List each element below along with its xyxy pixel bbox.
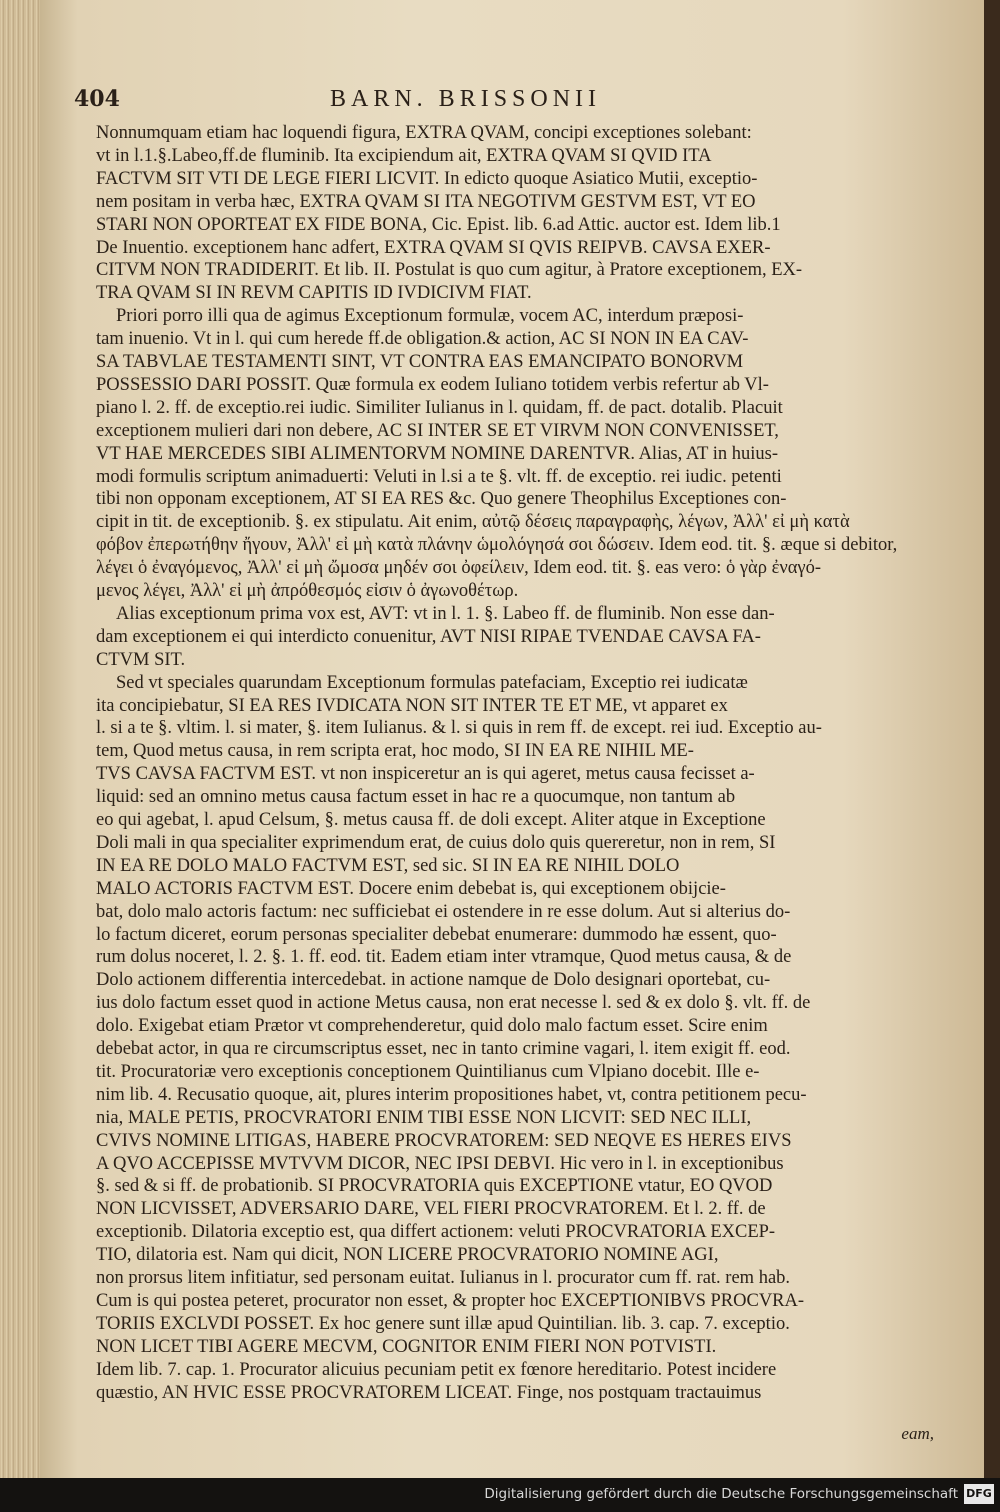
text-line: FACTVM SIT VTI DE LEGE FIERI LICVIT. In edicto quoque Asiatico Mutii, exceptio- (96, 168, 758, 189)
page (40, 0, 984, 1478)
text-line: vt in l.1.§.Labeo,ff.de fluminib. Ita excipiendum ait, EXTRA QVAM SI QVID ITA (96, 145, 712, 166)
text-line: ius dolo factum esset quod in actione Metus causa, non erat necesse l. sed & ex dolo §. vlt. ff. de (96, 993, 811, 1014)
text-line: TVS CAVSA FACTVM EST. vt non inspiceretur an is qui ageret, metus causa fecisset a- (96, 764, 755, 785)
text-line: cipit in tit. de exceptionib. §. ex stipulatu. Ait enim, αὐτῷ δέσεις παραγραφὴς, λέγων, Ἀλλ' εἰ μὴ κατὰ (96, 512, 850, 533)
text-line: piano l. 2. ff. de exceptio.rei iudic. Similiter Iulianus in l. quidam, ff. de pact. dotalib. Placuit (96, 397, 783, 418)
dfg-logo: DFG (964, 1484, 994, 1504)
running-head: BARN. BRISSONII (330, 86, 602, 112)
text-line: nia, MALE PETIS, PROCVRATORI ENIM TIBI ESSE NON LICVIT: SED NEC ILLI, (96, 1107, 752, 1128)
text-line: tem, Quod metus causa, in rem scripta erat, hoc modo, SI IN EA RE NIHIL ME- (96, 741, 694, 762)
text-line: tibi non opponam exceptionem, AT SI EA RES &c. Quo genere Theophilus Exceptiones con- (96, 489, 787, 510)
text-line: TORIIS EXCLVDI POSSET. Ex hoc genere sunt illæ apud Quintilian. lib. 3. cap. 7. exceptio. (96, 1313, 790, 1334)
text-line: TIO, dilatoria est. Nam qui dicit, NON LICERE PROCVRATORIO NOMINE AGI, (96, 1245, 719, 1266)
text-line: §. sed & si ff. de probationib. SI PROCVRATORIA quis EXCEPTIONE vtatur, EO QVOD (96, 1176, 773, 1197)
text-line: CITVM NON TRADIDERIT. Et lib. II. Postulat is quo cum agitur, à Pratore exceptionem, EX- (96, 260, 803, 281)
text-line: ita concipiebatur, SI EA RES IVDICATA NON SIT INTER TE ET ME, vt apparet ex (96, 695, 728, 716)
text-line: λέγει ὁ ἐναγόμενος, Ἀλλ' εἰ μὴ ὤμοσα μηδέν σοι ὀφείλειν, Idem eod. tit. §. eas vero: ὁ γὰρ ἐναγό- (96, 558, 822, 579)
text-line: STARI NON OPORTEAT EX FIDE BONA, Cic. Epist. lib. 6.ad Attic. auctor est. Idem lib.1 (96, 214, 781, 235)
catchword: eam, (901, 1424, 934, 1443)
page-edges (0, 0, 44, 1478)
text-line: Sed vt speciales quarundam Exceptionum formulas patefaciam, Exceptio rei iudicatæ (116, 672, 748, 693)
text-line: A QVO ACCEPISSE MVTVVM DICOR, NEC IPSI DEBVI. Hic vero in l. in exceptionibus (96, 1153, 784, 1174)
text-line: tit. Procuratoriæ vero exceptionis conceptionem Quintilianus cum Vlpiano docebit. Ille e- (96, 1061, 760, 1082)
text-line: nim lib. 4. Recusatio quoque, ait, plures interim propositiones habet, vt, contra petitionem pecu- (96, 1084, 807, 1105)
text-line: Idem lib. 7. cap. 1. Procurator alicuius pecuniam petit ex fœnore hereditario. Potest incidere (96, 1359, 777, 1380)
text-line: MALO ACTORIS FACTVM EST. Docere enim debebat is, qui exceptionem obijcie- (96, 878, 726, 899)
text-line: Alias exceptionum prima vox est, AVT: vt in l. 1. §. Labeo ff. de fluminib. Non esse dan- (116, 603, 775, 624)
text-line: Doli mali in qua specialiter exprimendum erat, de cuius dolo quis quereretur, non in rem, SI (96, 832, 776, 853)
text-line: VT HAE MERCEDES SIBI ALIMENTORVM NOMINE DARENTVR. Alias, AT in huius- (96, 443, 779, 464)
text-line: lo factum diceret, eorum personas specialiter debebat enumerare: dummodo hæ essent, quo- (96, 924, 777, 945)
text-line: IN EA RE DOLO MALO FACTVM EST, sed sic. SI IN EA RE NIHIL DOLO (96, 855, 680, 876)
text-line: nem positam in verba hæc, EXTRA QVAM SI ITA NEGOTIVM GESTVM EST, VT EO (96, 191, 756, 212)
text-line: Nonnumquam etiam hac loquendi figura, EXTRA QVAM, concipi exceptiones solebant: (96, 123, 752, 143)
text-line: rum dolus noceret, l. 2. §. 1. ff. eod. tit. Eadem etiam inter vtramque, Quod metus causa, & de (96, 947, 792, 968)
text-line: l. si a te §. vltim. l. si mater, §. item Iulianus. & l. si quis in rem ff. de except. rei iud. Exceptio au- (96, 718, 822, 739)
text-line: modi formulis scriptum animaduerti: Veluti in l.si a te §. vlt. ff. de exceptio. rei iudic. petenti (96, 466, 782, 487)
text-line: CVIVS NOMINE LITIGAS, HABERE PROCVRATOREM: SED NEQVE ES HERES EIVS (96, 1130, 792, 1151)
text-line: μενος λέγει, Ἀλλ' εἰ μὴ ἀπρόθεσμός εἰσιν ὁ ἀγωνοθέτωρ. (96, 581, 519, 601)
text-line: exceptionib. Dilatoria exceptio est, qua differt actionem: veluti PROCVRATORIA EXCEP- (96, 1222, 776, 1243)
text-line: POSSESSIO DARI POSSIT. Quæ formula ex eodem Iuliano totidem verbis refertur ab Vl- (96, 374, 769, 395)
funding-credit: Digitalisierung gefördert durch die Deutsche Forschungsgemeinschaft (484, 1486, 958, 1502)
page-number: 404 (74, 86, 120, 112)
text-line: debebat actor, in qua re circumscriptus esset, nec in tanto crimine vagari, l. item exigit ff. eod. (96, 1039, 791, 1059)
text-line: dam exceptionem ei qui interdicto conuenitur, AVT NISI RIPAE TVENDAE CAVSA FA- (96, 626, 761, 647)
text-line: exceptionem mulieri dari non debere, AC SI INTER SE ET VIRVM NON CONVENISSET, (96, 420, 779, 441)
text-line: TRA QVAM SI IN REVM CAPITIS ID IVDICIVM FIAT. (96, 283, 532, 304)
text-line: Cum is qui postea peteret, procurator non esset, & propter hoc EXCEPTIONIBVS PROCVRA- (96, 1290, 805, 1311)
footer-bar (0, 1478, 1000, 1512)
text-line: quæstio, AN HVIC ESSE PROCVRATOREM LICEAT. Finge, nos postquam tractauimus (96, 1382, 762, 1403)
text-line: SA TABVLAE TESTAMENTI SINT, VT CONTRA EAS EMANCIPATO BONORVM (96, 352, 744, 372)
text-line: dolo. Exigebat etiam Prætor vt comprehenderetur, quid dolo malo factum esset. Scire enim (96, 1016, 768, 1037)
text-line: CTVM SIT. (96, 649, 186, 670)
text-line: non prorsus litem infitiatur, sed personam euitat. Iulianus in l. procurator cum ff. rat. rem hab. (96, 1268, 791, 1288)
text-line: De Inuentio. exceptionem hanc adfert, EXTRA QVAM SI QVIS REIPVB. CAVSA EXER- (96, 237, 771, 258)
text-line: bat, dolo malo actoris factum: nec sufficiebat ei ostendere in re esse dolum. Aut si alterius do- (96, 901, 791, 922)
text-line: Priori porro illi qua de agimus Exceptionum formulæ, vocem AC, interdum præposi- (116, 306, 744, 327)
text-line: tam inuenio. Vt in l. qui cum herede ff.de obligation.& action, AC SI NON IN EA CAV- (96, 329, 749, 350)
text-line: NON LICVISSET, ADVERSARIO DARE, VEL FIERI PROCVRATOREM. Et l. 2. ff. de (96, 1199, 766, 1220)
page-header (74, 86, 1000, 116)
text-line: φόβον ἐπερωτήθην ἤγουν, Ἀλλ' εἰ μὴ κατὰ πλάνην ὡμολόγησά σοι δώσειν. Idem eod. tit. §. æque si debitor, (96, 535, 898, 556)
text-line: liquid: sed an omnino metus causa factum esset in hac re a quocumque, non tantum ab (96, 787, 736, 808)
text-line: Dolo actionem differentia intercedebat. in actione namque de Dolo designari oportebat, cu- (96, 970, 771, 991)
text-line: NON LICET TIBI AGERE MECVM, COGNITOR ENIM FIERI NON POTVISTI. (96, 1336, 717, 1357)
text-line: eo qui agebat, l. apud Celsum, §. metus causa ff. de doli except. Aliter atque in Exceptione (96, 810, 766, 830)
